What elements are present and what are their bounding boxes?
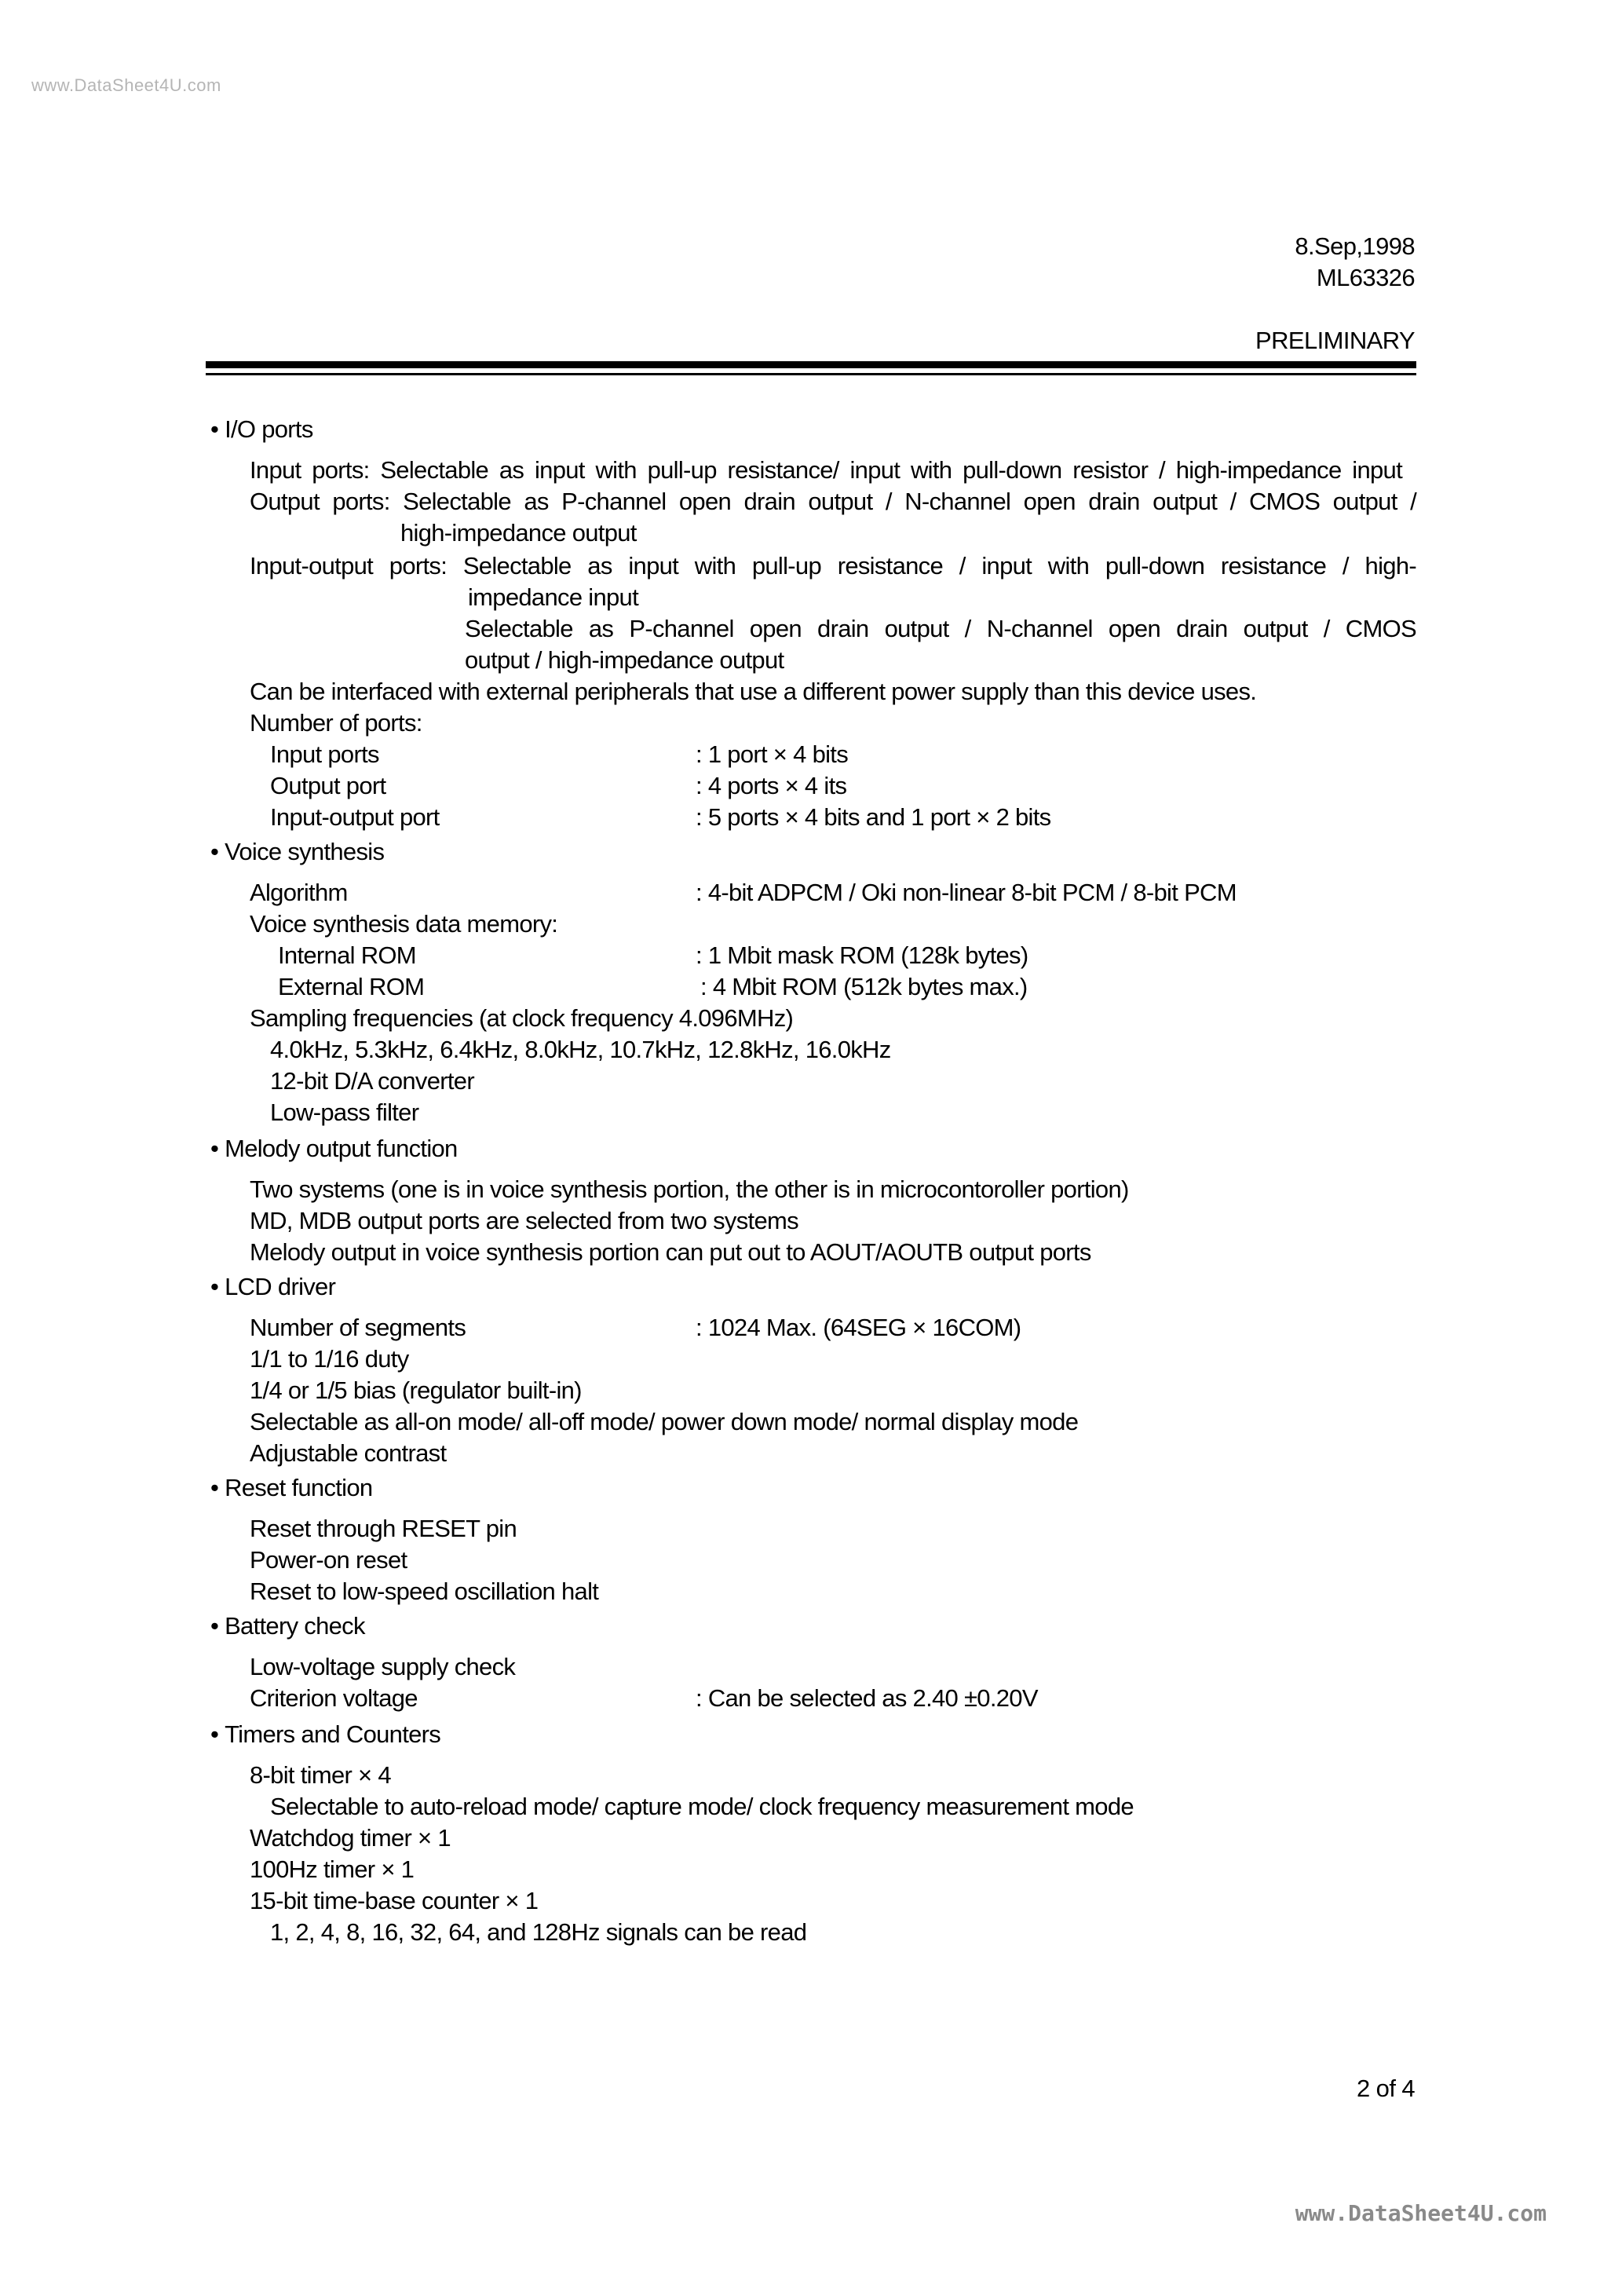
melody-line-3: Melody output in voice synthesis portion can put out to AOUT/AOUTB output ports xyxy=(250,1238,1091,1266)
reset-line-2: Power-on reset xyxy=(250,1546,407,1574)
io-input-ports-label: Input ports xyxy=(270,740,379,768)
timers-time-base: 15-bit time-base counter × 1 xyxy=(250,1887,539,1914)
voice-dac: 12-bit D/A converter xyxy=(270,1067,474,1095)
timers-8bit: 8-bit timer × 4 xyxy=(250,1761,391,1789)
reset-line-1: Reset through RESET pin xyxy=(250,1515,517,1542)
io-input-output-port-value: : 5 ports × 4 bits and 1 port × 2 bits xyxy=(696,803,1051,831)
io-input-ports: Input ports: Selectable as input with pull-up resistance/ input with pull-down resistor / high-impedance input xyxy=(250,456,1402,484)
timers-watchdog: Watchdog timer × 1 xyxy=(250,1824,451,1852)
io-output-ports: Output ports: Selectable as P-channel open drain output / N-channel open drain output / CMOS output / xyxy=(250,488,1416,515)
section-reset-title: • Reset function xyxy=(210,1473,372,1503)
voice-internal-rom-value: : 1 Mbit mask ROM (128k bytes) xyxy=(696,941,1028,969)
io-output-port-value: : 4 ports × 4 its xyxy=(696,772,847,799)
page-number: 2 of 4 xyxy=(1357,2075,1415,2102)
voice-low-pass-filter: Low-pass filter xyxy=(270,1099,419,1126)
preliminary-label: PRELIMINARY xyxy=(1255,327,1415,354)
io-input-output-selectable: Selectable as P-channel open drain output / N-channel open drain output / CMOS xyxy=(465,615,1416,642)
io-number-of-ports: Number of ports: xyxy=(250,709,422,737)
section-battery-title: • Battery check xyxy=(210,1611,365,1641)
section-lcd-title: • LCD driver xyxy=(210,1272,335,1302)
lcd-duty: 1/1 to 1/16 duty xyxy=(250,1345,409,1373)
timers-100hz: 100Hz timer × 1 xyxy=(250,1855,415,1883)
section-timers-title: • Timers and Counters xyxy=(210,1720,440,1749)
battery-criterion-label: Criterion voltage xyxy=(250,1684,418,1712)
voice-external-rom-label: External ROM xyxy=(278,973,425,1000)
melody-line-1: Two systems (one is in voice synthesis portion, the other is in microcontoroller portion) xyxy=(250,1175,1129,1203)
part-number: ML63326 xyxy=(1316,264,1415,291)
io-input-output-ports-cont: impedance input xyxy=(468,583,638,611)
io-input-output-port-label: Input-output port xyxy=(270,803,440,831)
io-input-output-selectable-cont: output / high-impedance output xyxy=(465,646,784,674)
melody-line-2: MD, MDB output ports are selected from two systems xyxy=(250,1207,798,1234)
lcd-segments-value: : 1024 Max. (64SEG × 16COM) xyxy=(696,1314,1021,1341)
timers-signals: 1, 2, 4, 8, 16, 32, 64, and 128Hz signals can be read xyxy=(270,1918,807,1946)
lcd-modes: Selectable as all-on mode/ all-off mode/ power down mode/ normal display mode xyxy=(250,1408,1079,1435)
io-input-output-ports: Input-output ports: Selectable as input with pull-up resistance / input with pull-down resistance / high- xyxy=(250,552,1416,579)
io-input-ports-value: : 1 port × 4 bits xyxy=(696,740,849,768)
battery-line-1: Low-voltage supply check xyxy=(250,1653,516,1680)
voice-frequency-list: 4.0kHz, 5.3kHz, 6.4kHz, 8.0kHz, 10.7kHz, 12.8kHz, 16.0kHz xyxy=(270,1036,891,1063)
lcd-contrast: Adjustable contrast xyxy=(250,1439,447,1467)
battery-criterion-value: : Can be selected as 2.40 ±0.20V xyxy=(696,1684,1038,1712)
lcd-segments-label: Number of segments xyxy=(250,1314,466,1341)
section-melody-title: • Melody output function xyxy=(210,1134,458,1164)
voice-sampling-frequencies: Sampling frequencies (at clock frequency 4.096MHz) xyxy=(250,1004,794,1032)
watermark-bottom: www.DataSheet4U.com xyxy=(1295,2200,1547,2226)
section-voice-synthesis-title: • Voice synthesis xyxy=(210,837,384,867)
timers-8bit-modes: Selectable to auto-reload mode/ capture mode/ clock frequency measurement mode xyxy=(270,1793,1134,1820)
watermark-top: www.DataSheet4U.com xyxy=(31,75,221,95)
reset-line-3: Reset to low-speed oscillation halt xyxy=(250,1578,599,1605)
voice-memory-label: Voice synthesis data memory: xyxy=(250,910,558,938)
voice-algorithm-label: Algorithm xyxy=(250,879,348,906)
document-date: 8.Sep,1998 xyxy=(1295,232,1415,260)
section-io-ports-title: • I/O ports xyxy=(210,415,313,444)
header-rule-thick xyxy=(206,361,1416,368)
io-output-ports-cont: high-impedance output xyxy=(400,519,637,547)
io-interface-note: Can be interfaced with external peripherals that use a different power supply than this device uses. xyxy=(250,678,1257,705)
header-rule-thin xyxy=(206,373,1416,375)
lcd-bias: 1/4 or 1/5 bias (regulator built-in) xyxy=(250,1377,582,1404)
io-output-port-label: Output port xyxy=(270,772,386,799)
voice-algorithm-value: : 4-bit ADPCM / Oki non-linear 8-bit PCM / 8-bit PCM xyxy=(696,879,1237,906)
voice-external-rom-value: : 4 Mbit ROM (512k bytes max.) xyxy=(700,973,1028,1000)
voice-internal-rom-label: Internal ROM xyxy=(278,941,416,969)
